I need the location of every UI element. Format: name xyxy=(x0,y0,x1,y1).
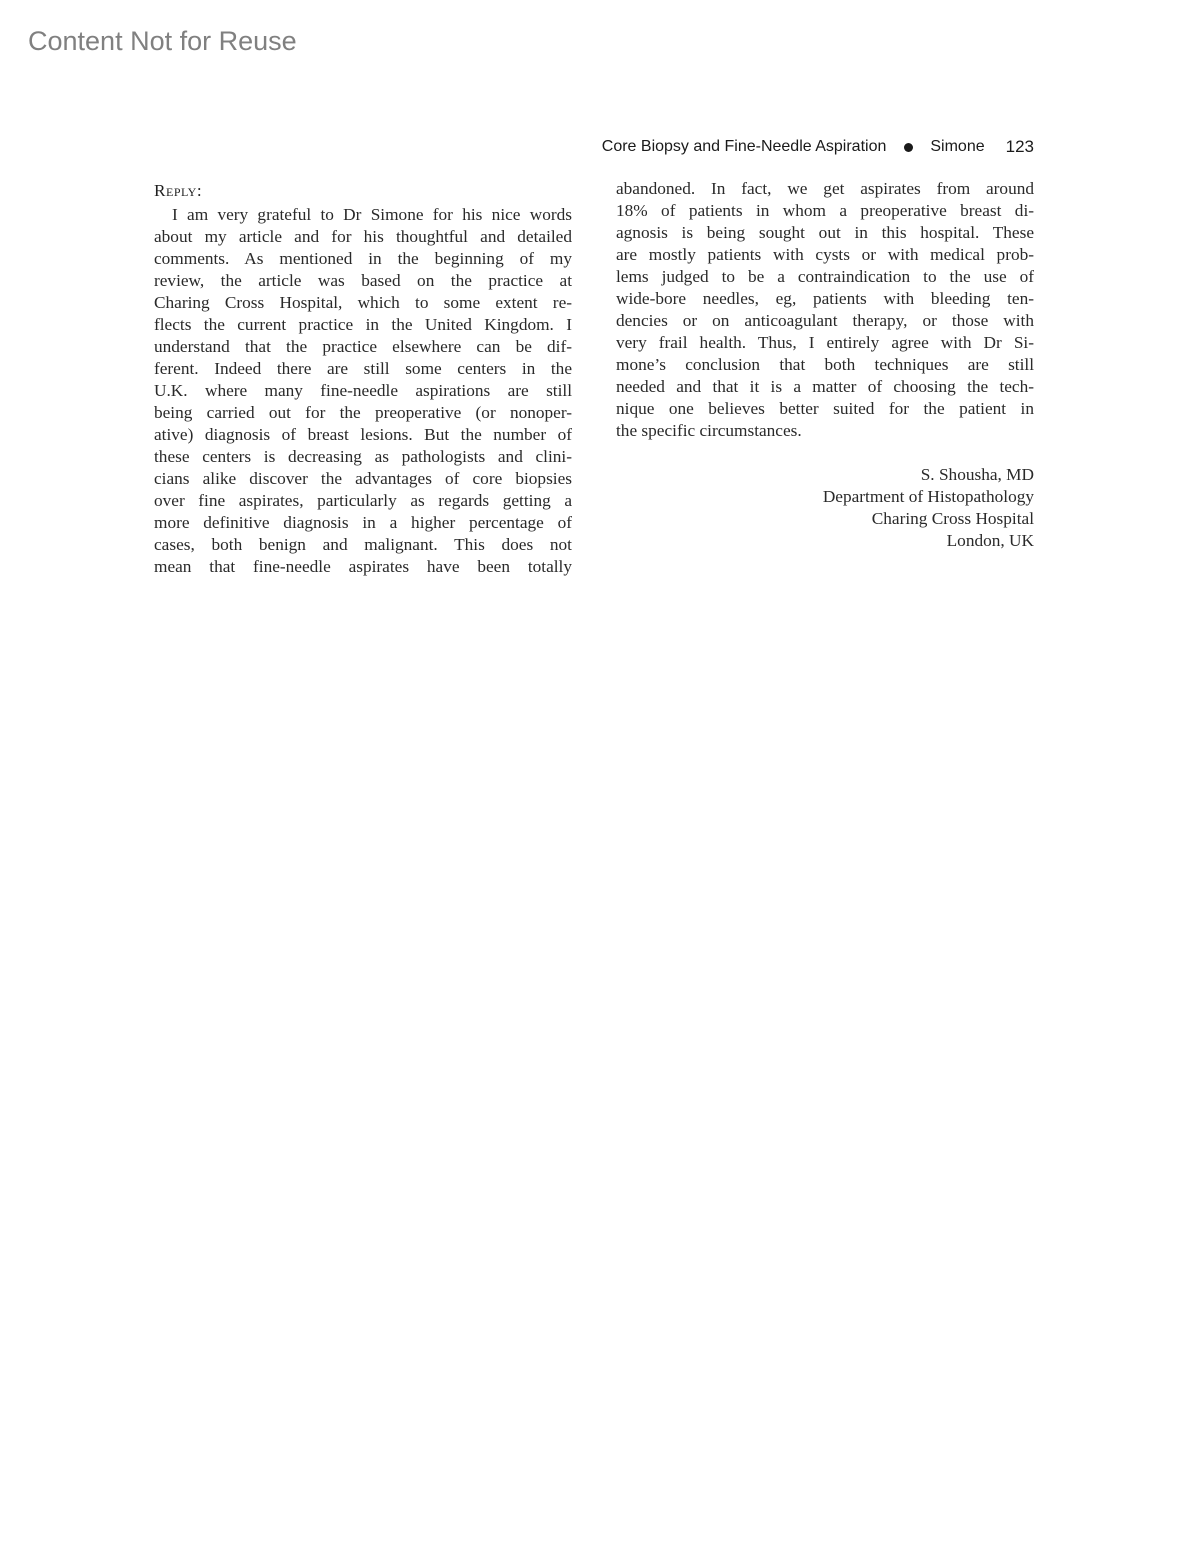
text-line: these centers is decreasing as pathologists and clini- xyxy=(154,447,572,466)
bullet-icon xyxy=(904,143,913,152)
text-line: needed and that it is a matter of choosing the tech- xyxy=(616,377,1034,396)
signature-block xyxy=(616,464,1034,552)
right-column xyxy=(616,178,1034,552)
text-line: about my article and for his thoughtful and detailed xyxy=(154,227,572,246)
signature-department: Department of Histopathology xyxy=(822,487,1034,506)
running-head-author: Simone xyxy=(930,138,985,155)
page-number: 123 xyxy=(1005,137,1034,156)
text-line: are mostly patients with cysts or with medical prob- xyxy=(616,245,1034,264)
text-line: mone’s conclusion that both techniques are still xyxy=(616,355,1034,374)
text-line: over fine aspirates, particularly as regards getting a xyxy=(154,491,572,510)
text-line: 18% of patients in whom a preoperative breast di- xyxy=(616,201,1034,220)
text-line: very frail health. Thus, I entirely agree with Dr Si- xyxy=(616,333,1034,352)
text-line: the specific circumstances. xyxy=(616,421,802,440)
text-line: being carried out for the preoperative (or nonoper- xyxy=(154,403,572,422)
running-head xyxy=(602,137,1034,157)
signature-city: London, UK xyxy=(946,531,1034,550)
text-line: wide-bore needles, eg, patients with bleeding ten- xyxy=(616,289,1034,308)
text-line: flects the current practice in the United Kingdom. I xyxy=(154,315,572,334)
text-line: more definitive diagnosis in a higher percentage of xyxy=(154,513,572,532)
text-line: ferent. Indeed there are still some centers in the xyxy=(154,359,572,378)
text-line: cians alike discover the advantages of core biopsies xyxy=(154,469,572,488)
text-line: cases, both benign and malignant. This does not xyxy=(154,535,572,554)
text-line: agnosis is being sought out in this hospital. These xyxy=(616,223,1034,242)
text-line: I am very grateful to Dr Simone for his nice words xyxy=(172,205,572,224)
text-line: understand that the practice elsewhere can be dif- xyxy=(154,337,572,356)
reply-heading: Reply: xyxy=(154,181,203,200)
text-line: lems judged to be a contraindication to the use of xyxy=(616,267,1034,286)
text-line: nique one believes better suited for the patient in xyxy=(616,399,1034,418)
text-line: abandoned. In fact, we get aspirates from around xyxy=(616,179,1034,198)
text-line: Charing Cross Hospital, which to some extent re- xyxy=(154,293,572,312)
text-line: comments. As mentioned in the beginning of my xyxy=(154,249,572,268)
text-line: ative) diagnosis of breast lesions. But the number of xyxy=(154,425,572,444)
text-line: review, the article was based on the practice at xyxy=(154,271,572,290)
text-line: U.K. where many fine-needle aspirations are still xyxy=(154,381,572,400)
left-column xyxy=(154,178,572,578)
text-line: mean that fine-needle aspirates have been totally xyxy=(154,557,572,576)
signature-name: S. Shousha, MD xyxy=(920,465,1034,484)
signature-hospital: Charing Cross Hospital xyxy=(871,509,1034,528)
text-line: dencies or on anticoagulant therapy, or those with xyxy=(616,311,1034,330)
running-head-title: Core Biopsy and Fine-Needle Aspiration xyxy=(601,138,887,155)
watermark: Content Not for Reuse xyxy=(28,26,297,56)
